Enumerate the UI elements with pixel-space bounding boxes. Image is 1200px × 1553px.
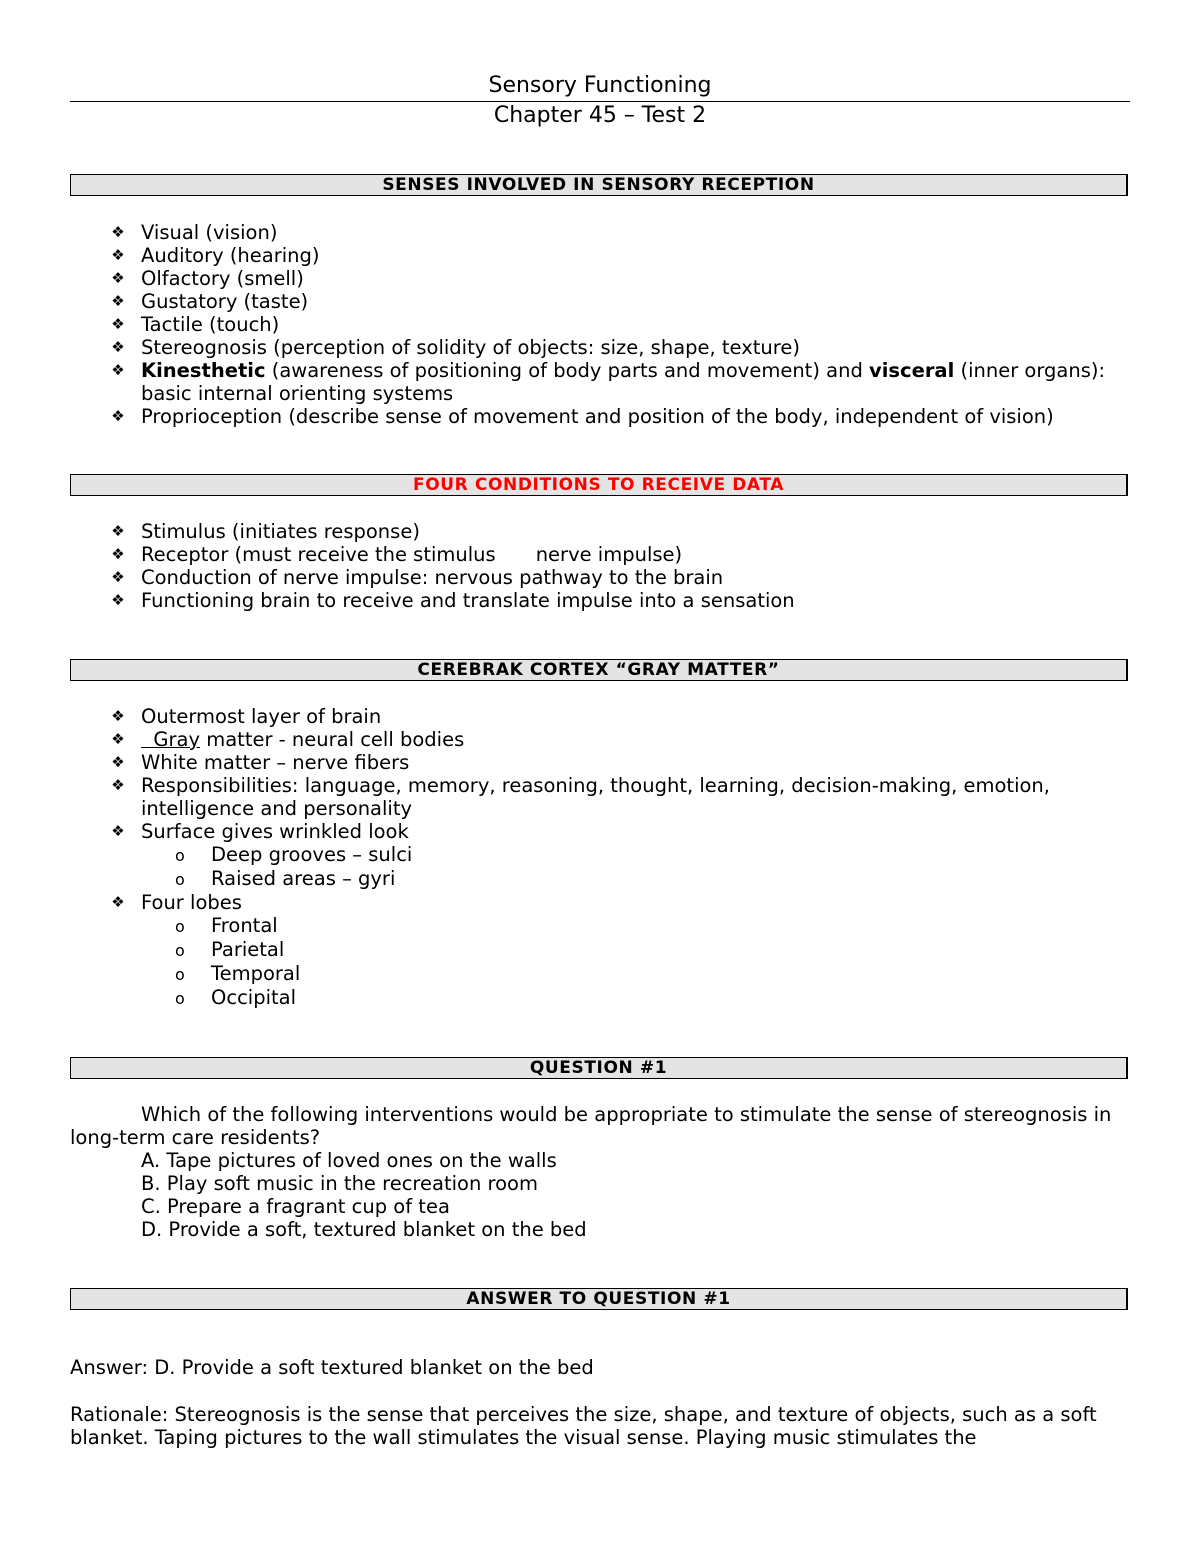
list-item: ❖ Four lobes o Frontal o Parietal o Temporal o Occipital bbox=[70, 891, 1130, 1010]
question-1 bbox=[70, 1103, 1130, 1241]
section-header-cortex: CEREBRAK CORTEX “GRAY MATTER” bbox=[70, 659, 1128, 681]
cortex-list bbox=[70, 705, 1130, 1010]
document-subtitle: Chapter 45 – Test 2 bbox=[493, 103, 707, 128]
diamond-bullet-icon: ❖ bbox=[111, 707, 125, 725]
section-header-answer-1: ANSWER TO QUESTION #1 bbox=[70, 1288, 1128, 1310]
sub-list-item: o Occipital bbox=[175, 986, 297, 1009]
circle-bullet-icon: o bbox=[175, 965, 185, 984]
sub-list-item: o Parietal bbox=[175, 938, 285, 961]
circle-bullet-icon: o bbox=[175, 870, 185, 889]
list-item: ❖ Auditory (hearing) bbox=[70, 244, 1130, 267]
diamond-bullet-icon: ❖ bbox=[111, 338, 125, 356]
lobes-sublist bbox=[141, 914, 1130, 1010]
diamond-bullet-icon: ❖ bbox=[111, 246, 125, 264]
circle-bullet-icon: o bbox=[175, 989, 185, 1008]
diamond-bullet-icon: ❖ bbox=[111, 522, 125, 540]
answer-text: Answer: D. Provide a soft textured blanket on the bed bbox=[70, 1356, 594, 1379]
list-item: ❖ Olfactory (smell) bbox=[70, 267, 1130, 290]
diamond-bullet-icon: ❖ bbox=[111, 753, 125, 771]
diamond-bullet-icon: ❖ bbox=[111, 361, 125, 379]
sub-list-item: o Frontal bbox=[175, 914, 278, 937]
diamond-bullet-icon: ❖ bbox=[111, 591, 125, 609]
diamond-bullet-icon: ❖ bbox=[111, 315, 125, 333]
diamond-bullet-icon: ❖ bbox=[111, 822, 125, 840]
list-item: ❖ Gustatory (taste) bbox=[70, 290, 1130, 313]
conditions-list bbox=[70, 520, 1130, 612]
circle-bullet-icon: o bbox=[175, 941, 185, 960]
diamond-bullet-icon: ❖ bbox=[111, 730, 125, 748]
circle-bullet-icon: o bbox=[175, 846, 185, 865]
diamond-bullet-icon: ❖ bbox=[111, 568, 125, 586]
question-option-b: B. Play soft music in the recreation room bbox=[141, 1172, 538, 1195]
sub-list-item: o Temporal bbox=[175, 962, 301, 985]
list-item: ❖ Gray matter - neural cell bodies bbox=[70, 728, 1130, 751]
diamond-bullet-icon: ❖ bbox=[111, 776, 125, 794]
question-option-c: C. Prepare a fragrant cup of tea bbox=[141, 1195, 450, 1218]
diamond-bullet-icon: ❖ bbox=[111, 292, 125, 310]
circle-bullet-icon: o bbox=[175, 917, 185, 936]
diamond-bullet-icon: ❖ bbox=[111, 269, 125, 287]
question-option-a: A. Tape pictures of loved ones on the walls bbox=[141, 1149, 557, 1172]
list-item: ❖ Visual (vision) bbox=[70, 221, 1130, 244]
list-item: ❖ Stereognosis (perception of solidity of objects: size, shape, texture) bbox=[70, 336, 1130, 359]
list-item: ❖ Responsibilities: language, memory, reasoning, thought, learning, decision-making, emotion, intelligence and personality bbox=[70, 774, 1130, 820]
surface-sublist bbox=[141, 843, 1130, 891]
section-header-conditions: FOUR CONDITIONS TO RECEIVE DATA bbox=[70, 474, 1128, 496]
document-title: Sensory Functioning bbox=[70, 72, 1130, 102]
rationale-text: Rationale: Stereognosis is the sense that perceives the size, shape, and texture of objects, such as a soft blanket. Taping pictures to the wall stimulates the visual sense. Playing music stimulates the bbox=[70, 1403, 1097, 1449]
list-item: ❖ Tactile (touch) bbox=[70, 313, 1130, 336]
section-header-senses: SENSES INVOLVED IN SENSORY RECEPTION bbox=[70, 174, 1128, 196]
list-item: ❖ Outermost layer of brain bbox=[70, 705, 1130, 728]
list-item: ❖ White matter – nerve fibers bbox=[70, 751, 1130, 774]
list-item-kinesthetic: ❖ Kinesthetic (awareness of positioning of body parts and movement) and visceral (inner organs): basic internal orienting systems bbox=[70, 359, 1130, 405]
diamond-bullet-icon: ❖ bbox=[111, 545, 125, 563]
senses-list bbox=[70, 221, 1130, 428]
sub-list-item: o Deep grooves – sulci bbox=[175, 843, 413, 866]
list-item: ❖ Receptor (must receive the stimulus nerve impulse) bbox=[70, 543, 1130, 566]
diamond-bullet-icon: ❖ bbox=[111, 223, 125, 241]
diamond-bullet-icon: ❖ bbox=[111, 407, 125, 425]
list-item: ❖ Stimulus (initiates response) bbox=[70, 520, 1130, 543]
question-stem: Which of the following interventions would be appropriate to stimulate the sense of stereognosis in long-term care residents? bbox=[70, 1103, 1112, 1149]
list-item: ❖ Proprioception (describe sense of movement and position of the body, independent of vision) bbox=[70, 405, 1130, 428]
question-option-d: D. Provide a soft, textured blanket on the bed bbox=[141, 1218, 587, 1241]
sub-list-item: o Raised areas – gyri bbox=[175, 867, 396, 890]
list-item: ❖ Surface gives wrinkled look o Deep grooves – sulci o Raised areas – gyri bbox=[70, 820, 1130, 891]
list-item: ❖ Functioning brain to receive and translate impulse into a sensation bbox=[70, 589, 1130, 612]
diamond-bullet-icon: ❖ bbox=[111, 893, 125, 911]
list-item: ❖ Conduction of nerve impulse: nervous pathway to the brain bbox=[70, 566, 1130, 589]
section-header-question-1: QUESTION #1 bbox=[70, 1057, 1128, 1079]
